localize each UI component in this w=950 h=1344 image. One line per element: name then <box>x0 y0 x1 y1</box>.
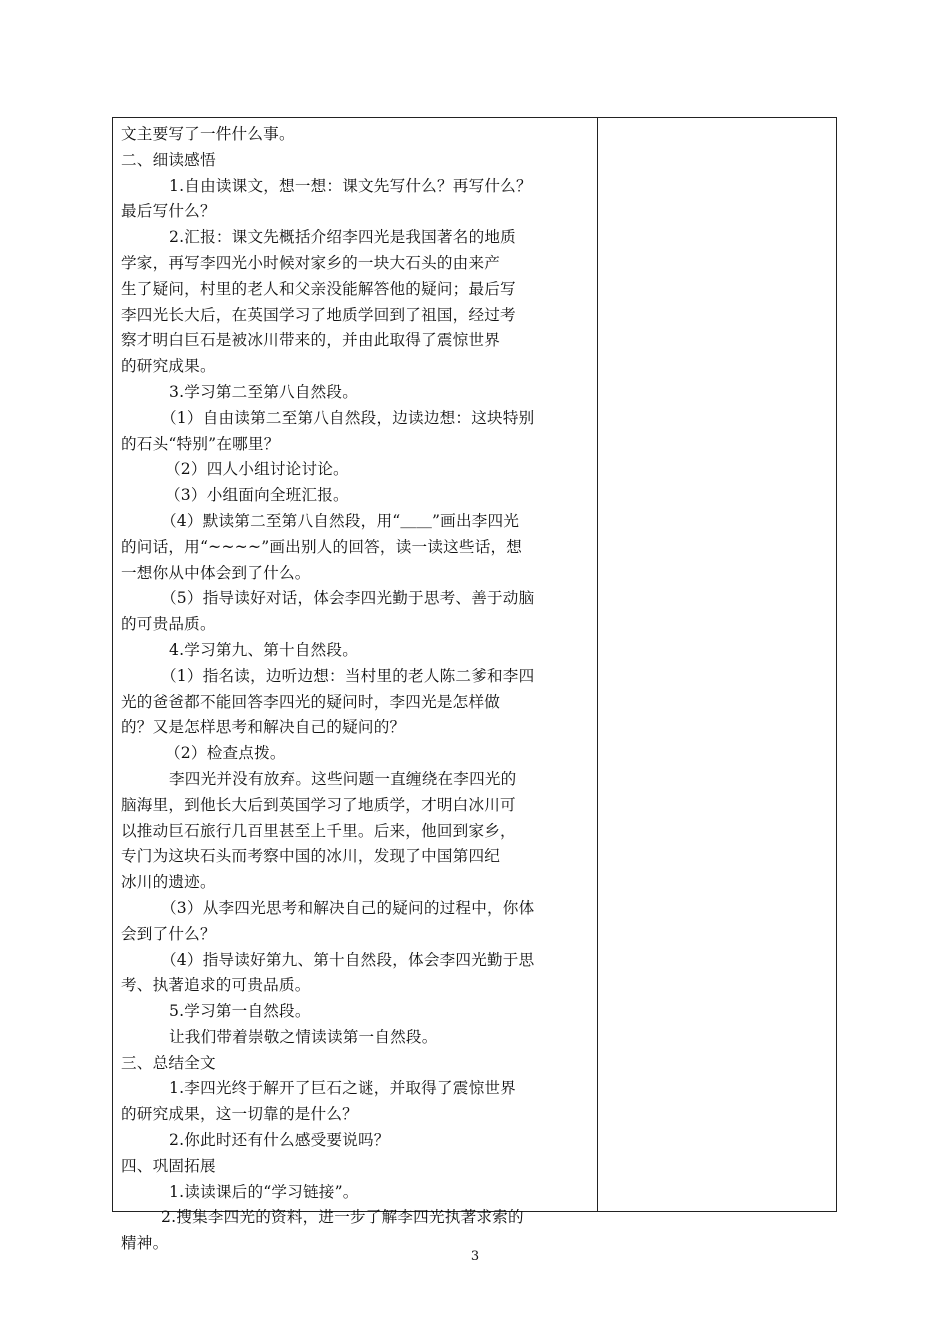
section-heading: 二、细读感悟 <box>121 150 216 169</box>
text-line: 2.汇报：课文先概括介绍李四光是我国著名的地质 <box>169 228 516 247</box>
text-line: 的问话，用“~~~~”画出别人的回答，读一读这些话，想 <box>121 537 523 556</box>
text-line: 学家，再写李四光小时候对家乡的一块大石头的由来产 <box>121 253 501 272</box>
page-number: 3 <box>470 1249 480 1264</box>
text-line: 让我们带着崇敬之情读读第一自然段。 <box>169 1027 438 1046</box>
text-line: （5）指导读好对话，体会李四光勤于思考、善于动脑 <box>161 589 535 608</box>
text-line: 会到了什么？ <box>121 924 216 943</box>
text-line: 光的爸爸都不能回答李四光的疑问时，李四光是怎样做 <box>121 692 501 711</box>
section-heading: 三、总结全文 <box>121 1053 216 1072</box>
text-line: 冰川的遗迹。 <box>121 873 216 892</box>
text-line: 察才明白巨石是被冰川带来的，并由此取得了震惊世界 <box>121 331 501 350</box>
text-line: 5.学习第一自然段。 <box>169 1002 311 1021</box>
text-line: 4.学习第九、第十自然段。 <box>169 640 359 659</box>
text-line: （2）四人小组讨论讨论。 <box>165 460 349 479</box>
text-line: 的？又是怎样思考和解决自己的疑问的？ <box>121 718 406 737</box>
text-line: 3.学习第二至第八自然段。 <box>169 382 359 401</box>
text-line: 的石头“特别”在哪里？ <box>121 434 280 453</box>
lesson-content-column <box>113 118 598 1253</box>
text-line: （4）默读第二至第八自然段，用“＿＿”画出李四光 <box>161 511 520 530</box>
text-line: 的可贵品质。 <box>121 615 216 634</box>
text-line: 2.搜集李四光的资料，进一步了解李四光执著求索的 <box>161 1208 524 1227</box>
text-line: 2.你此时还有什么感受要说吗？ <box>169 1131 390 1150</box>
text-line: （3）从李四光思考和解决自己的疑问的过程中，你体 <box>161 898 535 917</box>
text-line: 李四光长大后，在英国学习了地质学回到了祖国，经过考 <box>121 305 516 324</box>
text-line: 生了疑问，村里的老人和父亲没能解答他的疑问；最后写 <box>121 279 516 298</box>
text-line: 一想你从中体会到了什么。 <box>121 563 311 582</box>
text-line: 考、执著追求的可贵品质。 <box>121 976 311 995</box>
text-line: 1.读读课后的“学习链接”。 <box>169 1182 359 1201</box>
text-line: 最后写什么？ <box>121 202 216 221</box>
text-line: 1.自由读课文，想一想：课文先写什么？再写什么？ <box>169 176 532 195</box>
text-line: 专门为这块石头而考察中国的冰川，发现了中国第四纪 <box>121 847 501 866</box>
text-line: （4）指导读好第九、第十自然段，体会李四光勤于思 <box>161 950 535 969</box>
text-line: （3）小组面向全班汇报。 <box>165 486 349 505</box>
text-line: 的研究成果。 <box>121 357 216 376</box>
text-line: （1）自由读第二至第八自然段，边读边想：这块特别 <box>161 408 535 427</box>
text-line: 脑海里，到他长大后到英国学习了地质学，才明白冰川可 <box>121 795 516 814</box>
lesson-plan-table <box>112 117 837 1253</box>
text-line: 李四光并没有放弃。这些问题一直缠绕在李四光的 <box>169 769 517 788</box>
text-line: 精神。 <box>121 1234 169 1253</box>
text-line: （2）检查点拨。 <box>165 744 286 763</box>
section-heading: 四、巩固拓展 <box>121 1156 216 1175</box>
notes-column <box>598 118 836 1211</box>
text-line: 1.李四光终于解开了巨石之谜，并取得了震惊世界 <box>169 1079 516 1098</box>
text-line: 文主要写了一件什么事。 <box>121 125 295 143</box>
text-line: 的研究成果，这一切靠的是什么？ <box>121 1105 358 1124</box>
text-line: 以推动巨石旅行几百里甚至上千里。后来，他回到家乡， <box>121 821 516 840</box>
text-line: （1）指名读，边听边想：当村里的老人陈二爹和李四 <box>161 666 535 685</box>
